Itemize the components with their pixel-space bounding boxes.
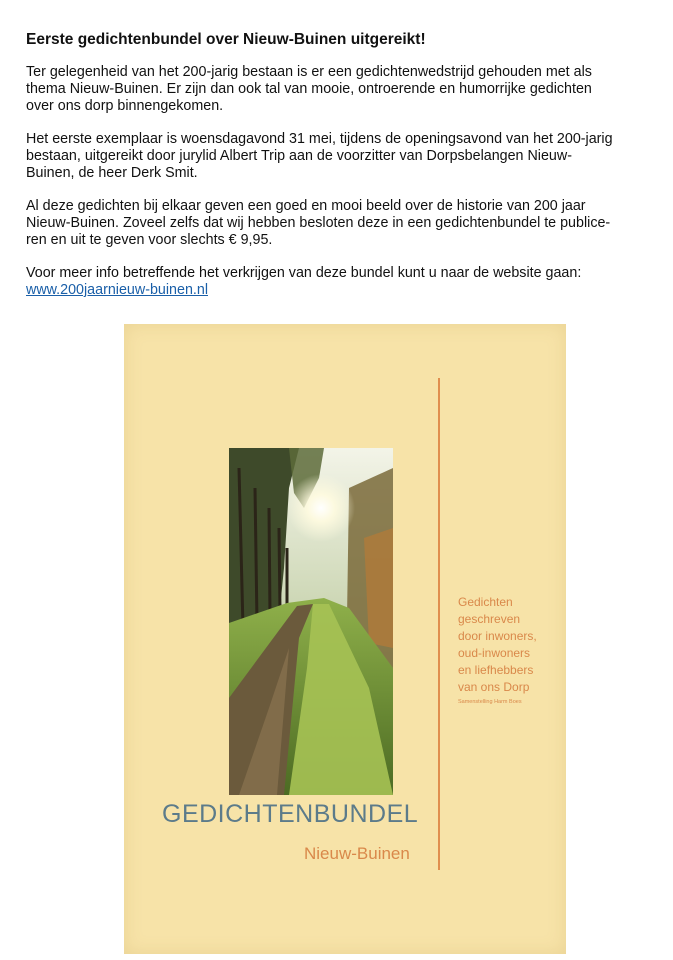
paragraph-line: Al deze gedichten bij elkaar geven een goed en mooi beeld over de historie van 200 jaar	[26, 198, 586, 214]
cover-subtitle-line: en liefhebbers	[458, 663, 534, 677]
paragraph-intro	[26, 64, 646, 115]
cover-credit: Samenstelling Harm Boes	[458, 699, 522, 705]
article-headline: Eerste gedichtenbundel over Nieuw-Buinen uitgereikt!	[26, 31, 426, 48]
paragraph-line: thema Nieuw-Buinen. Er zijn dan ook tal van mooie, ontroerende en humorrijke gedichten	[26, 81, 592, 97]
cover-divider-line	[438, 378, 440, 870]
paragraph-more-info	[26, 265, 646, 299]
paragraph-line: Buinen, de heer Derk Smit.	[26, 165, 198, 181]
cover-subtitle-line: oud-inwoners	[458, 646, 531, 660]
cover-subtitle-line: geschreven	[458, 612, 521, 626]
paragraph-line: Het eerste exemplaar is woensdagavond 31 mei, tijdens de openingsavond van het 200-jarig	[26, 131, 613, 147]
paragraph-line: over ons dorp binnengekomen.	[26, 98, 224, 114]
website-link[interactable]: www.200jaarnieuw-buinen.nl	[26, 282, 208, 298]
paragraph-publication	[26, 198, 646, 249]
book-cover	[124, 324, 566, 954]
cover-subtitle-line: van ons Dorp	[458, 680, 530, 694]
paragraph-presentation	[26, 131, 646, 182]
tree-lined-path-photo	[229, 448, 393, 795]
cover-place-name: Nieuw-Buinen	[304, 844, 410, 863]
paragraph-line: Nieuw-Buinen. Zoveel zelfs dat wij hebben besloten deze in een gedichtenbundel te publice-	[26, 215, 611, 231]
cover-subtitle	[458, 594, 558, 696]
paragraph-line: bestaan, uitgereikt door jurylid Albert Trip aan de voorzitter van Dorpsbelangen Nieuw-	[26, 148, 572, 164]
cover-title: GEDICHTENBUNDEL	[162, 800, 419, 828]
paragraph-line: ren en uit te geven voor slechts € 9,95.	[26, 232, 273, 248]
paragraph-line: Ter gelegenheid van het 200-jarig bestaan is er een gedichtenwedstrijd gehouden met als	[26, 64, 592, 80]
article	[26, 30, 646, 315]
cover-subtitle-line: door inwoners,	[458, 629, 537, 643]
paragraph-line: Voor meer info betreffende het verkrijgen van deze bundel kunt u naar de website gaan:	[26, 265, 582, 281]
cover-subtitle-line: Gedichten	[458, 595, 513, 609]
